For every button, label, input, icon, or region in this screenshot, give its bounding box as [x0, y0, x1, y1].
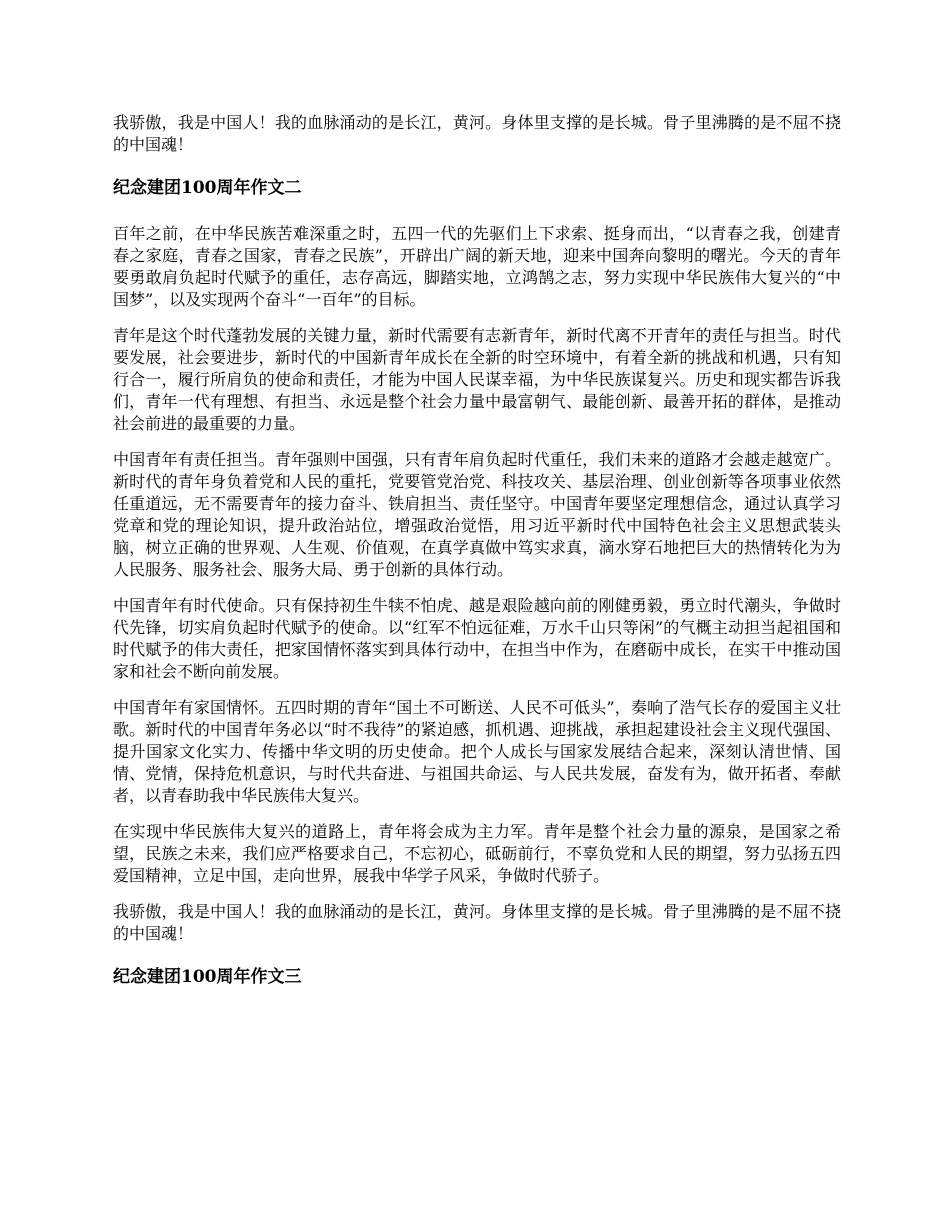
- paragraph-mission: 中国青年有时代使命。只有保持初生牛犊不怕虎、越是艰险越向前的刚健勇毅，勇立时代潮头，争做时代先锋，切实肩负起时代赋予的使命。以“红军不怕远征难，万水千山只等闲”的气概主动担当起祖国和时代赋予的伟大责任，把家国情怀落实到具体行动中，在担当中作为，在磨砺中成长，在实干中推动国家和社会不断向前发展。: [113, 596, 841, 681]
- paragraph-closing-1: 我骄傲，我是中国人！我的血脉涌动的是长江，黄河。身体里支撑的是长城。骨子里沸腾的是不屈不挠的中国魂！: [113, 113, 841, 154]
- paragraph-youth-force: 青年是这个时代蓬勃发展的关键力量，新时代需要有志新青年，新时代离不开青年的责任与担当。时代要发展，社会要进步，新时代的中国新青年成长在全新的时空环境中，有着全新的挑战和机遇，只有知行合一，履行所肩负的使命和责任，才能为中国人民谋幸福，为中华民族谋复兴。历史和现实都告诉我们，青年一代有理想、有担当、永远是整个社会力量中最富朝气、最能创新、最善开拓的群体，是推动社会前进的最重要的力量。: [113, 326, 841, 433]
- paragraph-intro: 百年之前，在中华民族苦难深重之时，五四一代的先驱们上下求索、挺身而出，“以青春之我，创建青春之家庭，青春之国家，青春之民族”，开辟出广阔的新天地，迎来中国奔向黎明的曙光。今天的青年要勇敢肩负起时代赋予的重任，志存高远，脚踏实地，立鸿鹄之志，努力实现中华民族伟大复兴的“中国梦”，以及实现两个奋斗“一百年”的目标。: [113, 224, 841, 309]
- section-heading-essay-two: 纪念建团100周年作文二: [113, 178, 302, 198]
- paragraph-closing-2: 我骄傲，我是中国人！我的血脉涌动的是长江，黄河。身体里支撑的是长城。骨子里沸腾的是不屈不挠的中国魂！: [113, 902, 841, 943]
- paragraph-responsibility: 中国青年有责任担当。青年强则中国强，只有青年肩负起时代重任，我们未来的道路才会越走越宽广。新时代的青年身负着党和人民的重托，党要管党治党、科技攻关、基层治理、创业创新等各项事业依然任重道远，无不需要青年的接力奋斗、铁肩担当、责任坚守。中国青年要坚定理想信念，通过认真学习党章和党的理论知识，提升政治站位，增强政治觉悟，用习近平新时代中国特色社会主义思想武装头脑，树立正确的世界观、人生观、价值观，在真学真做中笃实求真，滴水穿石地把巨大的热情转化为为人民服务、服务社会、服务大局、勇于创新的具体行动。: [113, 450, 841, 579]
- document-page: [113, 112, 841, 1012]
- paragraph-patriotism: 中国青年有家国情怀。五四时期的青年“国土不可断送、人民不可低头”，奏响了浩气长存的爱国主义壮歌。新时代的中国青年务必以“时不我待”的紧迫感，抓机遇、迎挑战，承担起建设社会主义现代强国、提升国家文化实力、传播中华文明的历史使命。把个人成长与国家发展结合起来，深刻认清世情、国情、党情，保持危机意识，与时代共奋进、与祖国共命运、与人民共发展，奋发有为，做开拓者、奉献者，以青春助我中华民族伟大复兴。: [113, 698, 841, 805]
- section-heading-essay-three: 纪念建团100周年作文三: [113, 967, 302, 987]
- paragraph-rejuvenation: 在实现中华民族伟大复兴的道路上，青年将会成为主力军。青年是整个社会力量的源泉，是国家之希望，民族之未来，我们应严格要求自己，不忘初心，砥砺前行，不辜负党和人民的期望，努力弘扬五四爱国精神，立足中国，走向世界，展我中华学子风采，争做时代骄子。: [113, 822, 841, 885]
